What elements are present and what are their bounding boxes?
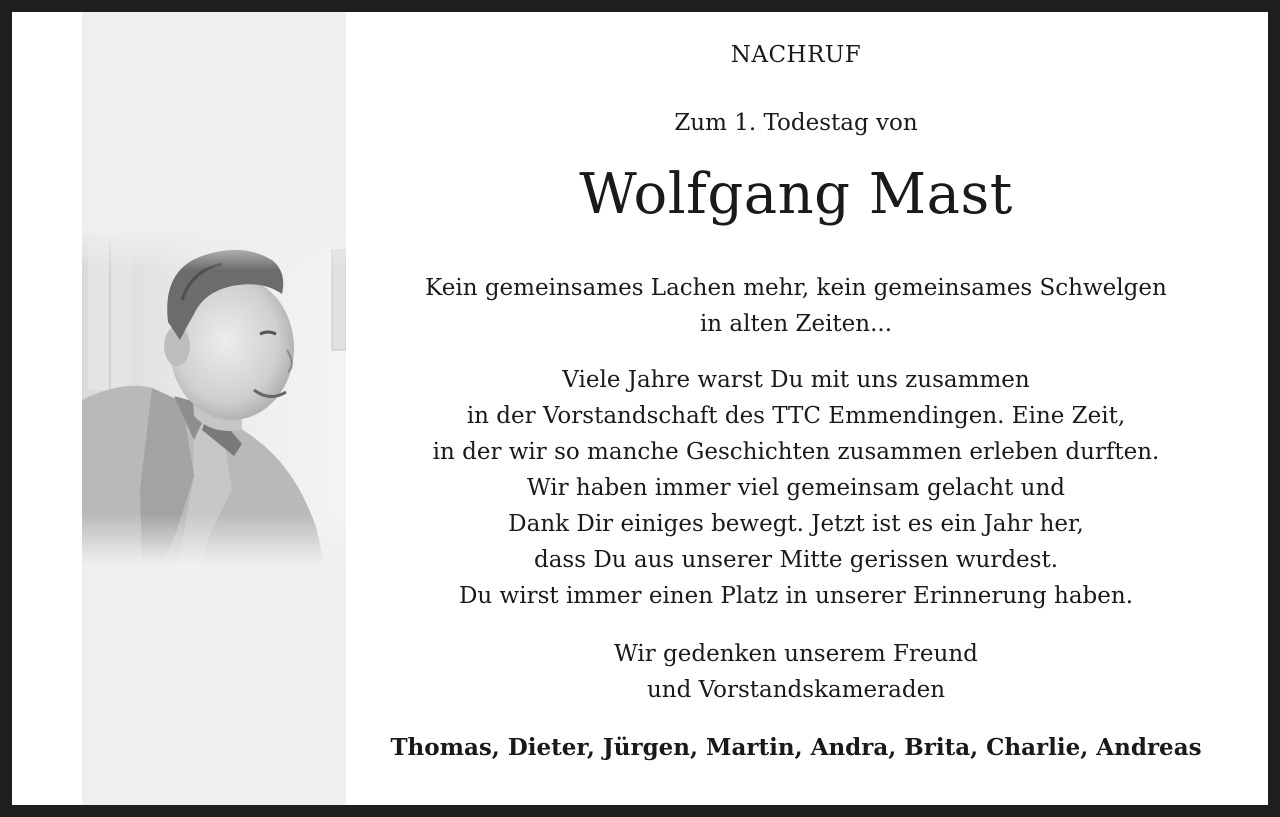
anniversary-line: Zum 1. Todestag von [674,110,918,136]
paragraph-line: in alten Zeiten... [699,311,893,337]
signers-line: Thomas, Dieter, Jürgen, Martin, Andra, Brita, Charlie, Andreas [390,734,1202,761]
paragraph-line: Dank Dir einiges bewegt. Jetzt ist es ein Jahr her, [508,511,1084,537]
tribute-paragraph [346,362,1246,614]
obituary-card [12,12,1268,805]
paragraph-line: Wir gedenken unserem Freund [614,641,978,667]
deceased-name: Wolfgang Mast [579,162,1013,227]
paragraph-line: Viele Jahre warst Du mit uns zusammen [562,367,1030,393]
text-column [346,12,1268,805]
paragraph-line: in der Vorstandschaft des TTC Emmendingen. Eine Zeit, [466,403,1126,429]
notice-heading: NACHRUF [730,42,862,68]
paragraph-line: Wir haben immer viel gemeinsam gelacht und [527,475,1065,501]
paragraph-line: Kein gemeinsames Lachen mehr, kein gemeinsames Schwelgen [425,275,1167,301]
portrait-photo [82,230,346,564]
remembrance-paragraph [346,636,1246,708]
paragraph-line: und Vorstandskameraden [646,677,946,703]
paragraph-line: Du wirst immer einen Platz in unserer Erinnerung haben. [458,583,1134,609]
paragraph-line: in der wir so manche Geschichten zusammen erleben durften. [432,439,1160,465]
paragraph-line: dass Du aus unserer Mitte gerissen wurdest. [533,547,1059,573]
intro-paragraph [346,270,1246,342]
